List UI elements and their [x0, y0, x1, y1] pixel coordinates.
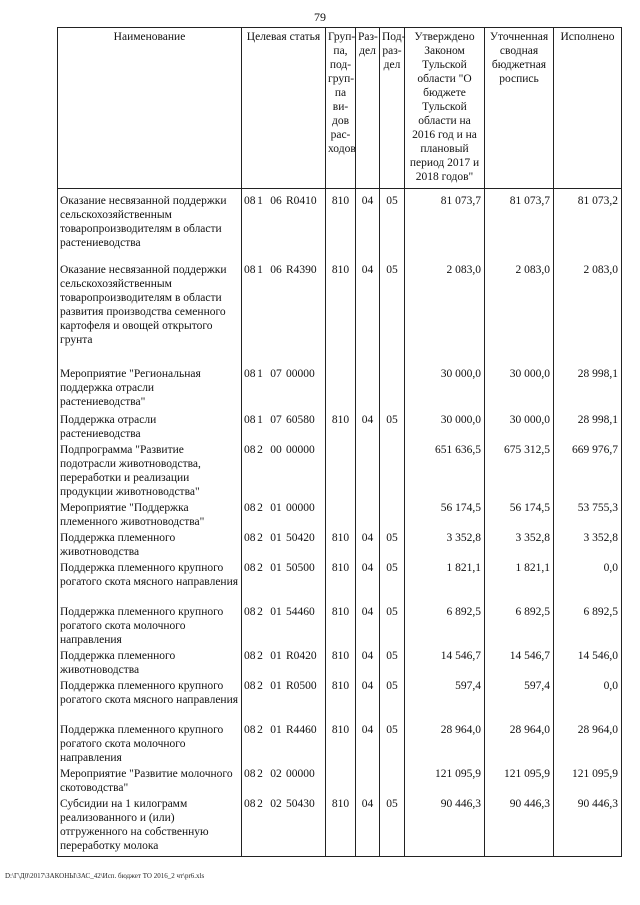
table-row [58, 797, 622, 857]
cell-group: 810 [326, 605, 356, 649]
cell-section: 04 [356, 649, 380, 679]
header-refined: Уточненная сводная бюджетная роспись [485, 28, 554, 189]
cell-section [356, 367, 380, 413]
cell-target-code [242, 679, 326, 723]
target-code-part: 01 [270, 679, 282, 692]
target-code-part: 08 [244, 443, 256, 456]
header-section: Раз-дел [356, 28, 380, 189]
target-code-part: 02 [270, 797, 282, 810]
cell-executed: 28 998,1 [554, 413, 622, 443]
target-code-part: 50420 [286, 531, 315, 544]
table-row [58, 649, 622, 679]
cell-refined: 14 546,7 [485, 649, 554, 679]
target-code-part: 06 [270, 195, 282, 207]
cell-executed: 81 073,2 [554, 189, 622, 263]
header-approved: Утверждено Законом Тульской области "О бюджете Тульской области на 2016 год и на плановый период 2017 и 2018 годов" [405, 28, 485, 189]
cell-section: 04 [356, 797, 380, 857]
cell-section: 04 [356, 189, 380, 263]
target-code-part: 60580 [286, 413, 315, 426]
table-row [58, 531, 622, 561]
target-code-part: 08 [244, 263, 256, 276]
header-group: Груп-па, под-груп-па ви-дов рас-ходов [326, 28, 356, 189]
cell-group [326, 367, 356, 413]
cell-approved: 597,4 [405, 679, 485, 723]
cell-section: 04 [356, 605, 380, 649]
budget-table-sheet [57, 27, 621, 857]
table-header-row [58, 28, 622, 189]
table-row [58, 723, 622, 767]
cell-subsection: 05 [380, 605, 405, 649]
target-code-part: 2 [257, 531, 263, 544]
target-code-part: 06 [270, 263, 282, 276]
target-code-part: 08 [244, 723, 256, 736]
cell-name: Мероприятие "Региональная поддержка отрасли растениеводства" [58, 367, 242, 413]
target-code-part: 07 [270, 413, 282, 426]
target-code-part: 2 [257, 767, 263, 780]
target-code-part: 08 [244, 531, 256, 544]
cell-name: Субсидии на 1 килограмм реализованного и (или) отгруженного на собственную переработку молока [58, 797, 242, 857]
cell-target-code [242, 797, 326, 857]
cell-approved: 56 174,5 [405, 501, 485, 531]
cell-subsection [380, 767, 405, 797]
cell-group: 810 [326, 723, 356, 767]
cell-group [326, 767, 356, 797]
cell-approved: 651 636,5 [405, 443, 485, 501]
cell-section: 04 [356, 561, 380, 605]
cell-refined: 3 352,8 [485, 531, 554, 561]
cell-executed: 0,0 [554, 679, 622, 723]
cell-approved: 2 083,0 [405, 263, 485, 367]
page-number: 79 [314, 10, 326, 24]
cell-refined: 81 073,7 [485, 189, 554, 263]
table-row [58, 605, 622, 649]
cell-section [356, 443, 380, 501]
cell-subsection [380, 367, 405, 413]
cell-name: Оказание несвязанной поддержки сельскохозяйственным товаропроизводителям в области развития производства семенного картофеля и овощей открытого грунта [58, 263, 242, 367]
target-code-part: 07 [270, 367, 282, 380]
cell-subsection: 05 [380, 679, 405, 723]
target-code-part: 08 [244, 501, 256, 514]
target-code-part: 2 [257, 605, 263, 618]
cell-refined: 6 892,5 [485, 605, 554, 649]
table-row [58, 367, 622, 413]
table-row [58, 189, 622, 263]
target-code-part: R4390 [286, 263, 317, 276]
cell-target-code [242, 561, 326, 605]
target-code-part: 08 [244, 649, 256, 662]
cell-name: Поддержка племенного крупного рогатого скота мясного направления [58, 561, 242, 605]
cell-executed: 3 352,8 [554, 531, 622, 561]
target-code-part: 08 [244, 367, 256, 380]
cell-refined: 30 000,0 [485, 413, 554, 443]
cell-subsection: 05 [380, 189, 405, 263]
header-name: Наименование [58, 28, 242, 189]
target-code-part: 02 [270, 767, 282, 780]
target-code-part: 01 [270, 531, 282, 544]
cell-name: Мероприятие "Развитие молочного скотоводства" [58, 767, 242, 797]
cell-group [326, 443, 356, 501]
cell-executed: 28 964,0 [554, 723, 622, 767]
target-code-part: 2 [257, 679, 263, 692]
cell-executed: 6 892,5 [554, 605, 622, 649]
target-code-part: 1 [257, 367, 263, 380]
cell-executed: 53 755,3 [554, 501, 622, 531]
cell-section [356, 501, 380, 531]
budget-table [57, 27, 622, 857]
target-code-part: 08 [244, 797, 256, 810]
target-code-part: 01 [270, 649, 282, 662]
cell-name: Подпрограмма "Развитие подотрасли животноводства, переработки и реализации продукции животноводства" [58, 443, 242, 501]
cell-target-code [242, 413, 326, 443]
cell-name: Поддержка отрасли растениеводства [58, 413, 242, 443]
target-code-part: 2 [257, 723, 263, 736]
cell-approved: 14 546,7 [405, 649, 485, 679]
cell-subsection: 05 [380, 531, 405, 561]
cell-target-code [242, 531, 326, 561]
target-code-part: R0500 [286, 679, 317, 692]
cell-executed: 14 546,0 [554, 649, 622, 679]
cell-name: Поддержка племенного крупного рогатого скота мясного направления [58, 679, 242, 723]
target-code-part: 50430 [286, 797, 315, 810]
cell-approved: 28 964,0 [405, 723, 485, 767]
cell-refined: 121 095,9 [485, 767, 554, 797]
cell-refined: 597,4 [485, 679, 554, 723]
cell-section [356, 767, 380, 797]
cell-refined: 675 312,5 [485, 443, 554, 501]
target-code-part: 08 [244, 605, 256, 618]
cell-refined: 1 821,1 [485, 561, 554, 605]
cell-subsection: 05 [380, 649, 405, 679]
target-code-part: 1 [257, 263, 263, 276]
target-code-part: 2 [257, 797, 263, 810]
header-target: Целевая статья [242, 28, 326, 189]
cell-subsection: 05 [380, 263, 405, 367]
target-code-part: 01 [270, 561, 282, 574]
cell-name: Поддержка племенного животноводства [58, 649, 242, 679]
cell-section: 04 [356, 413, 380, 443]
cell-group: 810 [326, 413, 356, 443]
header-executed: Исполнено [554, 28, 622, 189]
cell-executed: 0,0 [554, 561, 622, 605]
cell-executed: 90 446,3 [554, 797, 622, 857]
target-code-part: R0420 [286, 649, 317, 662]
cell-refined: 90 446,3 [485, 797, 554, 857]
cell-name: Поддержка племенного крупного рогатого скота молочного направления [58, 605, 242, 649]
cell-group: 810 [326, 263, 356, 367]
cell-approved: 90 446,3 [405, 797, 485, 857]
cell-approved: 121 095,9 [405, 767, 485, 797]
cell-section: 04 [356, 723, 380, 767]
cell-group: 810 [326, 797, 356, 857]
target-code-part: 01 [270, 605, 282, 618]
target-code-part: 01 [270, 501, 282, 514]
cell-group [326, 501, 356, 531]
cell-target-code [242, 189, 326, 263]
cell-subsection [380, 501, 405, 531]
table-row [58, 443, 622, 501]
cell-executed: 28 998,1 [554, 367, 622, 413]
cell-approved: 6 892,5 [405, 605, 485, 649]
cell-group: 810 [326, 531, 356, 561]
cell-approved: 1 821,1 [405, 561, 485, 605]
cell-name: Оказание несвязанной поддержки сельскохозяйственным товаропроизводителям в области растениеводства [58, 189, 242, 263]
target-code-part: 00000 [286, 443, 315, 456]
cell-subsection: 05 [380, 413, 405, 443]
target-code-part: 2 [257, 443, 263, 456]
target-code-part: 2 [257, 561, 263, 574]
cell-executed: 121 095,9 [554, 767, 622, 797]
cell-section: 04 [356, 531, 380, 561]
cell-target-code [242, 263, 326, 367]
cell-subsection: 05 [380, 561, 405, 605]
table-row [58, 501, 622, 531]
target-code-part: 08 [244, 561, 256, 574]
cell-approved: 30 000,0 [405, 367, 485, 413]
cell-section: 04 [356, 263, 380, 367]
cell-group: 810 [326, 679, 356, 723]
cell-approved: 81 073,7 [405, 189, 485, 263]
table-body [58, 189, 622, 857]
table-row [58, 263, 622, 367]
target-code-part: 1 [257, 413, 263, 426]
cell-section: 04 [356, 679, 380, 723]
cell-target-code [242, 605, 326, 649]
table-row [58, 561, 622, 605]
target-code-part: 1 [257, 195, 263, 207]
cell-executed: 2 083,0 [554, 263, 622, 367]
target-code-part: 08 [244, 679, 256, 692]
target-code-part: 00000 [286, 501, 315, 514]
cell-target-code [242, 443, 326, 501]
target-code-part: 50500 [286, 561, 315, 574]
cell-group: 810 [326, 561, 356, 605]
target-code-part: 2 [257, 649, 263, 662]
target-code-part: 54460 [286, 605, 315, 618]
cell-target-code [242, 501, 326, 531]
cell-name: Поддержка племенного крупного рогатого скота молочного направления [58, 723, 242, 767]
cell-subsection: 05 [380, 797, 405, 857]
table-row [58, 413, 622, 443]
target-code-part: 00000 [286, 767, 315, 780]
table-row [58, 767, 622, 797]
cell-subsection: 05 [380, 723, 405, 767]
target-code-part: 01 [270, 723, 282, 736]
cell-refined: 30 000,0 [485, 367, 554, 413]
target-code-part: 00 [270, 443, 282, 456]
footer-file-path: D:\Г\Д0\2017\ЗАКОНЫ\ЗАС_42\Исп. бюджет ТО 2016_2 чт\pr6.xls [5, 872, 205, 880]
cell-target-code [242, 723, 326, 767]
target-code-part: R0410 [286, 195, 317, 207]
cell-approved: 3 352,8 [405, 531, 485, 561]
target-code-part: R4460 [286, 723, 317, 736]
table-row [58, 679, 622, 723]
cell-name: Мероприятие "Поддержка племенного животноводства" [58, 501, 242, 531]
cell-group: 810 [326, 189, 356, 263]
cell-refined: 2 083,0 [485, 263, 554, 367]
cell-target-code [242, 367, 326, 413]
target-code-part: 08 [244, 413, 256, 426]
target-code-part: 2 [257, 501, 263, 514]
cell-group: 810 [326, 649, 356, 679]
cell-approved: 30 000,0 [405, 413, 485, 443]
target-code-part: 08 [244, 195, 256, 207]
cell-executed: 669 976,7 [554, 443, 622, 501]
target-code-part: 00000 [286, 367, 315, 380]
cell-refined: 28 964,0 [485, 723, 554, 767]
cell-name: Поддержка племенного животноводства [58, 531, 242, 561]
cell-subsection [380, 443, 405, 501]
cell-target-code [242, 649, 326, 679]
cell-refined: 56 174,5 [485, 501, 554, 531]
target-code-part: 08 [244, 767, 256, 780]
header-subsection: Под-раз-дел [380, 28, 405, 189]
cell-target-code [242, 767, 326, 797]
